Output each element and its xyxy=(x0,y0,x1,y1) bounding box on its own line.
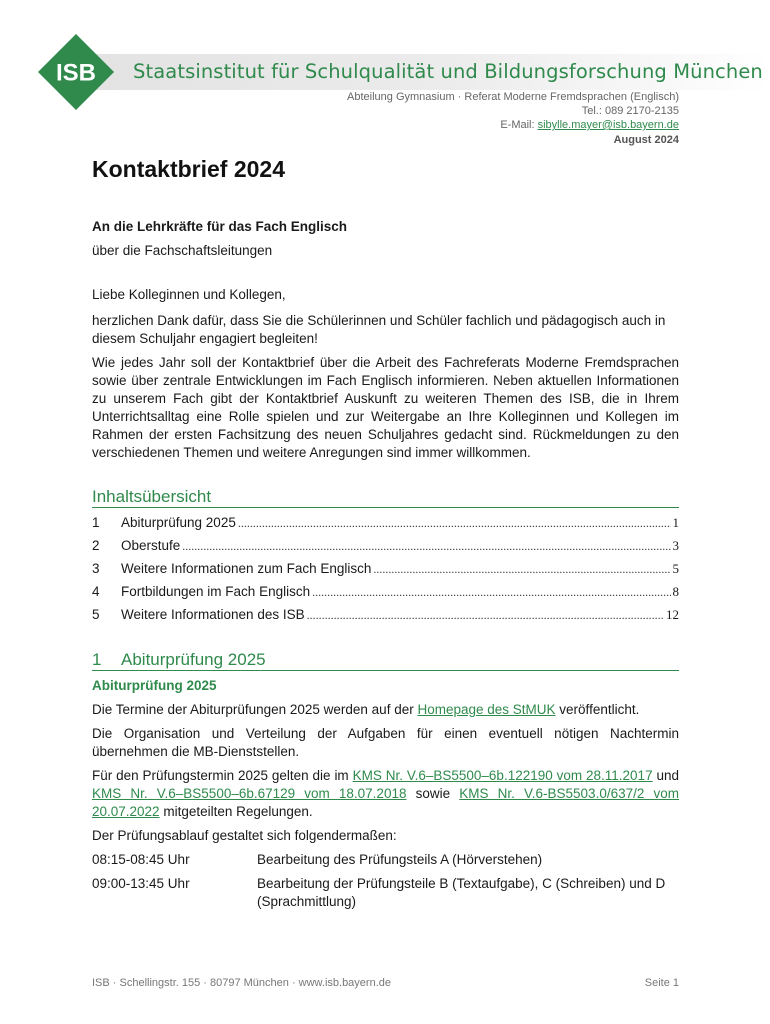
email-line xyxy=(347,118,679,132)
recipient-sub: über die Fachschaftsleitungen xyxy=(92,243,273,258)
stmuk-homepage-link[interactable]: Homepage des StMUK xyxy=(417,702,556,717)
schedule-desc: Bearbeitung der Prüfungsteile B (Textaufgabe), C (Schreiben) und D (Sprachmittlung) xyxy=(257,876,666,909)
text: Die Termine der Abiturprüfungen 2025 werden auf der xyxy=(92,702,418,717)
schedule-desc: Bearbeitung des Prüfungsteils A (Hörverstehen) xyxy=(257,852,543,867)
section-paragraph-1 xyxy=(92,701,679,719)
main-content xyxy=(92,218,679,917)
schedule-row xyxy=(92,851,679,869)
department: Abteilung Gymnasium · Referat Moderne Fremdsprachen (Englisch) xyxy=(347,91,679,103)
toc-label: Oberstufe xyxy=(121,538,181,553)
toc-label: Weitere Informationen des ISB xyxy=(121,607,305,622)
toc-item[interactable] xyxy=(92,560,679,583)
toc-leader xyxy=(307,606,664,624)
section-paragraph-2: Die Organisation und Verteilung der Aufgaben für einen eventuell nötigen Nachtermin übernehmen die MB-Dienststellen. xyxy=(92,726,679,759)
toc-leader xyxy=(182,537,670,555)
text: mitgeteilten Regelungen. xyxy=(159,804,313,819)
section-title: Abiturprüfung 2025 xyxy=(121,650,266,669)
toc-label: Weitere Informationen zum Fach Englisch xyxy=(121,561,372,576)
section-number: 1 xyxy=(92,650,102,669)
kms-link-2022[interactable]: KMS Nr. V.6-BS5503.0/637/2 vom 20.07.2022 xyxy=(92,786,679,819)
toc-heading: Inhaltsübersicht xyxy=(92,488,679,508)
toc-page: 3 xyxy=(672,538,679,553)
toc-item[interactable] xyxy=(92,583,679,606)
schedule-row xyxy=(92,875,679,911)
toc-number: 2 xyxy=(92,538,100,553)
salutation: Liebe Kolleginnen und Kollegen, xyxy=(92,287,286,302)
logo-text: ISB xyxy=(55,59,97,87)
toc-number: 3 xyxy=(92,561,100,576)
section-paragraph-3 xyxy=(92,767,679,821)
page-title: Kontaktbrief 2024 xyxy=(92,156,286,182)
contact-block xyxy=(347,90,679,147)
section-subheading: Abiturprüfung 2025 xyxy=(92,678,217,693)
toc-item[interactable] xyxy=(92,606,679,629)
toc-page: 8 xyxy=(672,584,679,599)
toc-page: 5 xyxy=(672,561,679,576)
toc-number: 1 xyxy=(92,515,100,530)
toc-label: Fortbildungen im Fach Englisch xyxy=(121,584,311,599)
recipient: An die Lehrkräfte für das Fach Englisch xyxy=(92,219,348,234)
kms-link-2018[interactable]: KMS Nr. V.6–BS5500–6b.67129 vom 18.07.2018 xyxy=(92,786,407,801)
intro-paragraph-1: herzlichen Dank dafür, dass Sie die Schülerinnen und Schüler fachlich und pädagogisch auch in diesem Schuljahr engagiert begleiten! xyxy=(92,313,666,346)
footer-page-number: Seite 1 xyxy=(644,977,679,989)
page-footer xyxy=(92,977,679,989)
toc-leader xyxy=(373,560,670,578)
toc-list xyxy=(92,514,679,629)
letter-date: August 2024 xyxy=(613,134,679,146)
kms-link-2017[interactable]: KMS Nr. V.6–BS5500–6b.122190 vom 28.11.2017 xyxy=(352,768,653,783)
toc-label: Abiturprüfung 2025 xyxy=(121,515,236,530)
intro-paragraph-2: Wie jedes Jahr soll der Kontaktbrief über die Arbeit des Fachreferats Moderne Fremdsprachen sowie über zentrale Entwicklungen im Fach Englisch informieren. Neben aktuellen Informationen zu unserem Fach gibt der Kontaktbrief Auskunft zu weiteren Themen des ISB, die in Ihrem Unterrichtsalltag eine Rolle spielen und zur Weitergabe an Ihre Kolleginnen und Kollegen im Rahmen der ersten Fachsitzung des neuen Schuljahres gedacht sind. Rückmeldungen zu den verschiedenen Themen und weitere Anregungen sind immer willkommen. xyxy=(92,355,679,460)
schedule-list xyxy=(92,851,679,911)
email-link[interactable]: sibylle.mayer@isb.bayern.de xyxy=(537,119,679,131)
schedule-time: 08:15-08:45 Uhr xyxy=(92,852,190,867)
toc-number: 5 xyxy=(92,607,100,622)
toc-leader xyxy=(312,583,670,601)
email-label: E-Mail: xyxy=(500,119,538,131)
toc-number: 4 xyxy=(92,584,100,599)
section-paragraph-4: Der Prüfungsablauf gestaltet sich folgendermaßen: xyxy=(92,828,397,843)
text: Für den Prüfungstermin 2025 gelten die im xyxy=(92,768,353,783)
toc-page: 1 xyxy=(672,515,679,530)
footer-address: ISB · Schellingstr. 155 · 80797 München · www.isb.bayern.de xyxy=(92,977,391,989)
toc-leader xyxy=(238,514,671,532)
text: und xyxy=(652,768,679,783)
isb-logo xyxy=(38,34,114,110)
institute-name: Staatsinstitut für Schulqualität und Bildungsforschung München xyxy=(133,60,763,83)
text: veröffentlicht. xyxy=(555,702,640,717)
toc-item[interactable] xyxy=(92,514,679,537)
toc-page: 12 xyxy=(666,607,679,622)
toc-item[interactable] xyxy=(92,537,679,560)
text: sowie xyxy=(406,786,460,801)
schedule-time: 09:00-13:45 Uhr xyxy=(92,876,190,891)
phone: Tel.: 089 2170-2135 xyxy=(581,105,679,117)
section-1-heading xyxy=(92,651,679,671)
